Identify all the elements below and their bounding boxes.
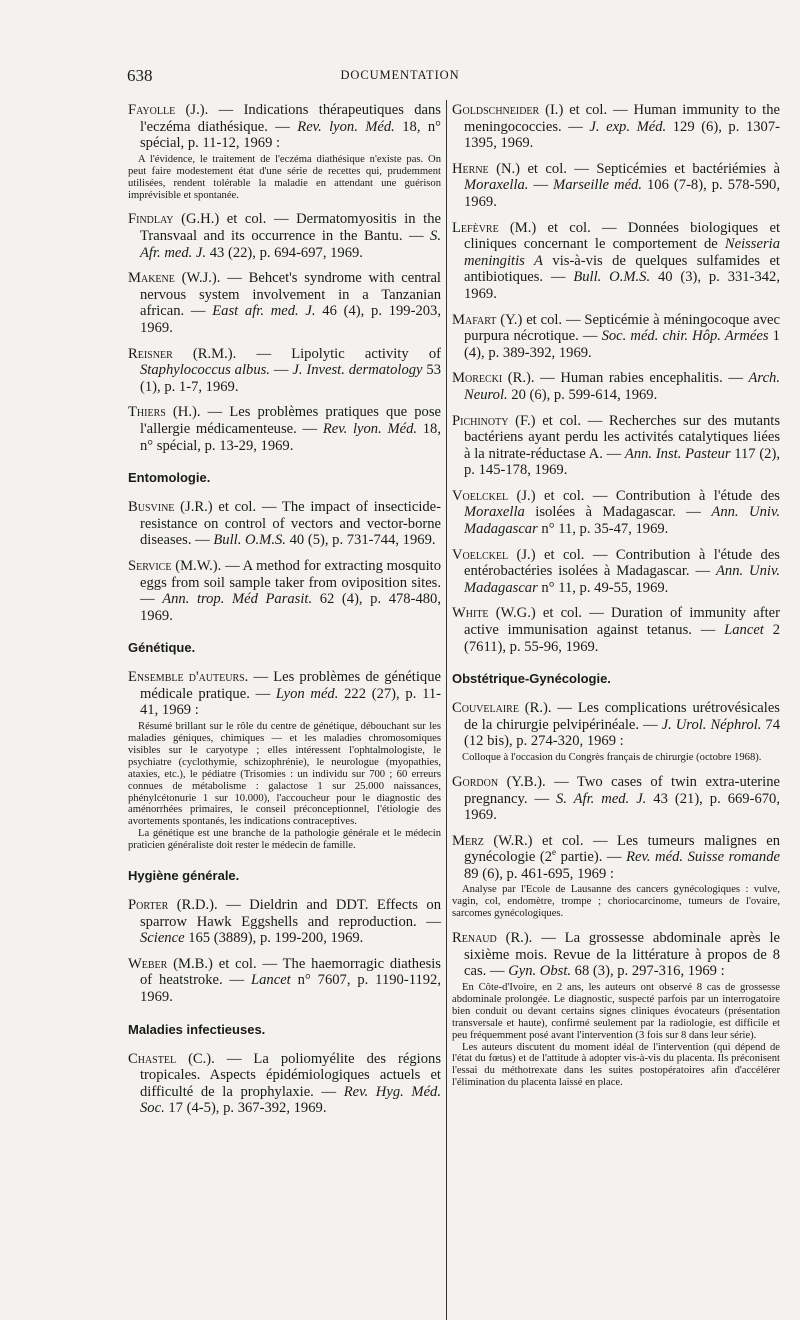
abstract-paragraph: En Côte-d'Ivoire, en 2 ans, les auteurs ont observé 8 cas de grossesse abdominale prolongée. Le diagnostic, suspecté parfois par un interrogatoire bien conduit ou devant certains signes cliniques évocateurs (présentation transversale et haute), confirmé seulement par la radiologie, est difficile et peu fréquemment posé avant l'intervention (3 fois sur 8 dans leur série).	[452, 981, 780, 1041]
reference-title: — La poliomyélite des régions tropicales. Aspects épidémiologiques actuels et difficulté de la prophylaxie. —	[140, 1050, 441, 1100]
reference-journal: Rev. méd. Suisse romande	[626, 849, 780, 866]
abstract-paragraph: A l'évidence, le traitement de l'eczéma diathésique n'existe pas. On peut faire modestement état d'une série de recettes qui, prudemment utilisées, rendent tolérable la maladie en attendant une guérison imprévisible et spontanée.	[128, 153, 441, 201]
reference-abstract	[452, 982, 780, 1089]
reference-details: 62 (4), p. 478-480, 1969.	[140, 591, 441, 624]
reference-journal: Ann. Univ. Madagascar	[464, 563, 780, 596]
reference-details: 43 (22), p. 694-697, 1969.	[206, 244, 363, 261]
reference-author: Gordon (Y.B.).	[452, 773, 546, 790]
reference-author: Renaud (R.).	[452, 930, 533, 947]
reference-details: 43 (21), p. 669-670, 1969.	[464, 790, 780, 824]
reference-journal: J. exp. Méd.	[589, 118, 667, 135]
superscript: e	[552, 847, 557, 858]
reference-abstract	[128, 721, 441, 852]
section-heading-genetique: Génétique.	[128, 640, 196, 656]
reference-entry	[452, 833, 780, 883]
reference-organism: Moraxella	[464, 504, 525, 521]
abstract-paragraph: Colloque à l'occasion du Congrès français de chirurgie (octobre 1968).	[462, 752, 762, 763]
reference-author: Herne (N.)	[452, 160, 520, 177]
reference-title-cont: vis-à-vis de quelques sulfamides et antibiotiques. —	[464, 252, 780, 286]
reference-entry	[452, 102, 780, 152]
reference-details: 17 (4-5), p. 367-392, 1969.	[164, 1100, 327, 1117]
reference-title-cont: —	[528, 177, 554, 194]
reference-author: Porter (R.D.).	[128, 897, 218, 914]
abstract-paragraph: La génétique est une branche de la pathologie générale et le médecin praticien généraliste doit rester le médecin de famille.	[128, 828, 441, 852]
reference-title: et col. — Contribution à l'étude des entérobactéries isolées à Madagascar. —	[464, 546, 780, 580]
reference-author: Lefèvre (M.)	[452, 219, 537, 236]
reference-title: et col. — Septicémie à méningocoque avec purpura nécrotique. —	[464, 311, 781, 345]
reference-author: Thiers (H.).	[128, 404, 201, 421]
reference-author: Merz (W.R.)	[452, 832, 533, 849]
reference-title: et col. — Septicémies et bactériémies à	[520, 160, 780, 177]
abstract-paragraph: Analyse par l'Ecole de Lausanne des cancers gynécologiques : vulve, vagin, col, endomètre, trompe ; choriocarcinome, tumeurs de l'ovaire, sarcomes gynécologiques.	[452, 884, 780, 920]
reference-journal: Rev. Hyg. Méd. Soc.	[140, 1083, 441, 1117]
reference-abstract	[128, 154, 441, 202]
reference-author: Couvelaire (R.).	[452, 700, 552, 717]
reference-title: — Human rabies encephalitis. —	[534, 370, 749, 387]
reference-journal: J. Urol. Néphrol.	[661, 716, 762, 733]
reference-entry	[452, 547, 780, 597]
reference-title: et col. — Contribution à l'étude des	[535, 487, 780, 504]
reference-title-cont: partie). —	[556, 849, 627, 866]
reference-journal: S. Afr. med. J.	[140, 228, 441, 261]
reference-title: — Dieldrin and DDT. Effects on sparrow Hawk Eggshells and reproduction. —	[140, 897, 441, 930]
reference-entry	[452, 312, 780, 362]
reference-title: et col. — Dermatomyositis in the Transvaal and its occurrence in the Bantu. —	[140, 211, 441, 244]
running-title: DOCUMENTATION	[340, 68, 460, 82]
reference-author: Voelckel (J.)	[452, 487, 536, 504]
reference-author: Ensemble d'auteurs.	[128, 669, 249, 686]
reference-details: 74 (12 bis), p. 274-320, 1969 :	[464, 716, 781, 750]
reference-title: — Lipolytic activity of	[236, 345, 441, 362]
reference-title: et col. — Recherches sur des mutants bactériens ayant perdu les activités catalytiques liées à la nitrate-réductase A. —	[464, 412, 780, 462]
reference-title: et col. — Les tumeurs malignes en gynécologie (2	[464, 832, 780, 866]
reference-details: n° 11, p. 35-47, 1969.	[537, 521, 669, 538]
section-heading-maladies-infectieuses: Maladies infectieuses.	[128, 1021, 266, 1037]
reference-journal: Lancet	[724, 622, 764, 639]
reference-journal: J. Invest. dermatology	[292, 362, 423, 379]
reference-journal: Lancet	[251, 972, 291, 989]
reference-entry	[128, 558, 441, 624]
reference-entry	[128, 270, 441, 336]
reference-author: Chastel (C.).	[128, 1050, 215, 1067]
reference-title: — Les problèmes pratiques que pose l'allergie médicamenteuse. —	[140, 404, 441, 437]
page-number: 638	[127, 66, 153, 85]
reference-title: et col. — Duration of immunity after active immunisation against tetanus. —	[464, 605, 780, 639]
column-divider	[446, 100, 447, 1320]
reference-entry	[128, 897, 441, 947]
reference-journal: Arch. Neurol.	[464, 370, 780, 403]
reference-author: Reisner (R.M.).	[128, 345, 237, 362]
reference-author: White (W.G.)	[452, 605, 536, 622]
reference-details: 165 (3889), p. 199-200, 1969.	[184, 930, 364, 947]
reference-journal: Rev. lyon. Méd.	[322, 420, 418, 437]
reference-author: Weber (M.B.)	[128, 955, 213, 972]
reference-journal: Marseille méd.	[553, 177, 642, 194]
reference-author: Pichinoty (F.)	[452, 412, 536, 429]
reference-details: 40 (3), p. 331-342, 1969.	[464, 269, 781, 302]
section-heading-hygiene: Hygiène générale.	[128, 868, 240, 884]
reference-author: Makene (W.J.).	[128, 270, 221, 287]
reference-entry	[452, 774, 780, 824]
reference-title: et col. — Human immunity to the meningococcies. —	[464, 102, 780, 135]
reference-title: — La grossesse abdominale après le sixième mois. Revue de la littérature à propos de 8 cas. —	[464, 930, 780, 980]
reference-title-cont: —	[269, 362, 293, 379]
reference-journal: Bull. O.M.S.	[213, 532, 286, 549]
reference-entry	[128, 211, 441, 261]
reference-author: Service (M.W.).	[128, 557, 222, 574]
reference-journal: Lyon méd.	[275, 685, 339, 702]
reference-title: et col. — Données biologiques et cliniques concernant le comportement de	[464, 219, 780, 253]
reference-title: — Les problèmes de génétique médicale pratique. —	[140, 669, 441, 702]
reference-journal: Rev. lyon. Méd.	[297, 118, 395, 135]
reference-entry	[452, 488, 780, 538]
reference-details: 1 (4), p. 389-392, 1969.	[464, 328, 780, 361]
reference-organism: Moraxella.	[464, 177, 529, 194]
reference-entry	[128, 404, 441, 454]
reference-title: — Les complications urétrovésicales de la chirurgie pelvipérinéale. —	[464, 700, 780, 733]
reference-title-cont: isolées à Madagascar. —	[524, 504, 712, 521]
reference-details: n° 11, p. 49-55, 1969.	[537, 579, 669, 596]
reference-details: 2 (7611), p. 55-96, 1969.	[464, 622, 780, 655]
reference-entry	[128, 499, 441, 549]
reference-details: n° 7607, p. 1190-1192, 1969.	[140, 972, 441, 1005]
reference-details: 68 (3), p. 297-316, 1969 :	[571, 963, 725, 980]
reference-title: et col. — The haemorragic diathesis of heatstroke. —	[140, 955, 441, 989]
reference-details: 129 (6), p. 1307-1395, 1969.	[464, 118, 780, 152]
reference-author: Mafart (Y.)	[452, 311, 523, 328]
reference-journal: Ann. Univ. Madagascar	[464, 504, 780, 538]
reference-author: Busvine (J.R.)	[128, 499, 213, 516]
reference-title: — A method for extracting mosquito eggs from soil sample taker from oviposition sites. —	[140, 557, 441, 608]
reference-journal: Bull. O.M.S.	[573, 269, 651, 286]
reference-author: Voelckel (J.)	[452, 546, 536, 563]
reference-details: 18, n° spécial, p. 13-29, 1969.	[140, 420, 442, 454]
reference-details: 222 (27), p. 11-41, 1969 :	[140, 685, 441, 719]
reference-entry	[452, 161, 780, 211]
reference-details: 46 (4), p. 199-203, 1969.	[140, 303, 441, 336]
reference-details: 53 (1), p. 1-7, 1969.	[140, 362, 442, 395]
reference-entry	[128, 102, 441, 152]
reference-organism: Neisseria meningitis A	[464, 236, 780, 269]
reference-entry	[128, 1051, 441, 1117]
reference-details: 18, n° spécial, p. 11-12, 1969 :	[140, 118, 441, 152]
reference-author: Fayolle (J.).	[128, 102, 209, 118]
reference-title: — Indications thérapeutiques dans l'eczéma diathésique. —	[140, 102, 441, 135]
reference-author: Findlay (G.H.)	[128, 211, 220, 228]
reference-entry	[452, 220, 780, 303]
reference-entry	[452, 370, 780, 403]
reference-abstract	[452, 752, 780, 764]
reference-entry	[452, 605, 780, 655]
reference-title: — Two cases of twin extra-uterine pregnancy. —	[464, 773, 780, 807]
abstract-paragraph: Les auteurs discutent du moment idéal de l'intervention (qui dépend de l'état du fœtus) et de l'attitude à adopter vis-à-vis du placenta. Ils préconisent l'essai du méthotrexate dans les suites postopératoires afin d'accélérer l'élimination du placenta laissé en place.	[452, 1041, 780, 1089]
reference-details: 89 (6), p. 461-695, 1969 :	[464, 865, 614, 882]
reference-entry	[452, 930, 780, 980]
abstract-paragraph: Résumé brillant sur le rôle du centre de génétique, débouchant sur les maladies géniques, chimiques — et les maladies chromosomiques visibles sur le caryotype ; elles intéressent l'ophtalmologiste, le psychiatre (cyclothymie, schizophrénie), le neurologue (myopathies, ataxies, etc.), le pédiatre (Trisomies : un individu sur 700 ; 60 erreurs connues de métabolisme : galactose 1 sur 25.000 naissances, phénylcétonurie 1 sur 10.000), l'accoucheur pour le diagnostic des aménorrhées primaires, le conseil préconceptionnel, l'étiologie des avortements spontanés, les indications contraceptives.	[128, 721, 441, 828]
reference-details: 40 (5), p. 731-744, 1969.	[285, 532, 436, 549]
reference-entry	[452, 413, 780, 479]
reference-author: Morecki (R.).	[452, 370, 535, 387]
reference-journal: East afr. med. J.	[212, 303, 316, 320]
reference-journal: Ann. Inst. Pasteur	[624, 445, 731, 462]
reference-entry	[128, 346, 441, 396]
reference-title: — Behcet's syndrome with central nervous system involvement in a Tanzanian african. —	[140, 270, 441, 320]
reference-entry	[452, 700, 780, 750]
section-heading-entomologie: Entomologie.	[128, 470, 211, 486]
reference-journal: Ann. trop. Méd Parasit.	[162, 591, 313, 608]
reference-journal: Science	[140, 930, 185, 947]
reference-organism: Staphylococcus albus.	[140, 362, 270, 379]
left-column	[128, 102, 441, 1126]
reference-journal: Soc. méd. chir. Hôp. Armées	[601, 328, 769, 345]
reference-title: et col. — The impact of insecticide-resistance on control of vectors and vector-borne diseases. —	[140, 499, 442, 549]
reference-details: 106 (7-8), p. 578-590, 1969.	[464, 177, 781, 210]
reference-details: 117 (2), p. 145-178, 1969.	[464, 445, 780, 479]
reference-details: 20 (6), p. 599-614, 1969.	[507, 386, 658, 403]
section-heading-obstetrique: Obstétrique-Gynécologie.	[452, 671, 611, 687]
reference-journal: Gyn. Obst.	[508, 963, 572, 980]
right-column	[452, 102, 780, 1099]
reference-journal: S. Afr. med. J.	[556, 790, 647, 807]
reference-author: Goldschneider (I.)	[452, 102, 564, 118]
reference-entry	[128, 669, 441, 719]
reference-entry	[128, 956, 441, 1006]
reference-abstract	[452, 884, 780, 920]
